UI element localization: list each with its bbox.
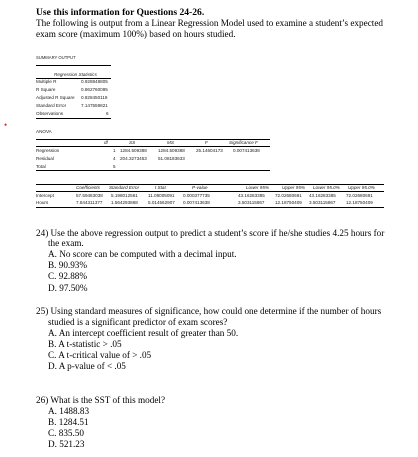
anova-row-label: Regression — [36, 148, 60, 153]
anova-cell: 4 — [113, 156, 116, 161]
coef-cell: 3.503115867 — [238, 200, 265, 205]
answer-option[interactable]: A. 1488.83 — [48, 406, 90, 416]
reg-stat-value: 0.862760095 — [81, 87, 108, 92]
coef-header: Coefficients — [76, 185, 101, 190]
coef-cell: 0.000377735 — [183, 193, 210, 198]
anova-title: ANOVA — [36, 129, 52, 134]
reg-stat-label: Multiple R — [36, 79, 57, 84]
answer-option[interactable]: A. No score can be computed with a decimal input. — [48, 249, 237, 259]
anova-cell: 0.007413638 — [233, 148, 260, 153]
answer-option[interactable]: D. 521.23 — [48, 439, 85, 449]
coef-header: Standard Error — [109, 185, 140, 190]
answer-option[interactable]: C. 835.50 — [48, 428, 84, 438]
answer-option[interactable]: B. 90.93% — [48, 260, 88, 270]
coef-header: Upper 95.0% — [348, 185, 375, 190]
anova-header: SS — [129, 140, 136, 145]
coef-cell: 43.16283385 — [309, 193, 336, 198]
anova-header: MS — [167, 140, 174, 145]
coef-cell: 3.503115867 — [309, 200, 336, 205]
coef-header: Lower 95% — [246, 185, 269, 190]
reg-stat-label: Standard Error — [36, 103, 67, 108]
answer-option[interactable]: A. An intercept coefficient result of greater than 50. — [48, 328, 239, 338]
anova-row-label: Total — [36, 164, 46, 169]
question-text: the exam. — [48, 238, 84, 248]
anova-cell: 1 — [113, 148, 116, 153]
anova-cell: 51.08183633 — [158, 156, 185, 161]
question-text: studied is a significant predictor of exam scores? — [48, 317, 228, 327]
coef-cell: 72.02680691 — [275, 193, 302, 198]
anova-header: Significance F — [229, 140, 258, 145]
anova-cell: 1284.509388 — [158, 148, 185, 153]
coef-cell: 57.59483038 — [76, 193, 103, 198]
coef-cell: 43.16283385 — [238, 193, 265, 198]
coef-cell: 11.08005091 — [148, 193, 175, 198]
coef-cell: 1.564293868 — [111, 200, 138, 205]
reg-stat-label: Adjusted R Square — [36, 95, 75, 100]
question-text: 25) Using standard measures of significance, how could one determine if the number of hours — [36, 306, 382, 316]
reg-stat-value: 0.928848805 — [81, 79, 108, 84]
answer-option[interactable]: C. A t-critical value of > .05 — [48, 350, 152, 360]
coef-cell: 5.014562907 — [148, 200, 175, 205]
anova-cell: 5 — [113, 164, 116, 169]
anova-row-label: Residual — [36, 156, 54, 161]
coef-cell: 0.007413638 — [183, 200, 210, 205]
intro-line-1: The following is output from a Linear Regression Model used to examine a student’s expected — [36, 18, 383, 28]
answer-option[interactable]: B. 1284.51 — [48, 417, 89, 427]
reg-stat-label: R Square — [36, 87, 56, 92]
regression-statistics-title: Regression Statistics — [54, 72, 97, 77]
reg-stat-value: 6 — [106, 111, 109, 116]
heading: Use this information for Questions 24-26. — [36, 7, 205, 18]
coef-row-label: Hours — [36, 200, 49, 205]
answer-option[interactable]: C. 92.88% — [48, 271, 88, 281]
coef-cell: 7.844311377 — [76, 200, 103, 205]
reg-stat-label: Observations — [36, 111, 64, 116]
anova-cell: 204.3273453 — [120, 156, 147, 161]
coef-cell: 12.18750409 — [346, 200, 373, 205]
intro-line-2: exam score (maximum 100%) based on hours studied. — [36, 29, 236, 39]
bullet-marker: • — [4, 120, 8, 130]
coef-cell: 12.18750409 — [275, 200, 302, 205]
coef-header: P-value — [192, 185, 208, 190]
reg-stat-value: 0.828450119 — [81, 95, 108, 100]
anova-header: F — [205, 140, 208, 145]
anova-cell: 1284.509388 — [120, 148, 147, 153]
anova-header: df — [104, 140, 108, 145]
coef-cell: 72.02680691 — [346, 193, 373, 198]
answer-option[interactable]: B. A t-statistic > .05 — [48, 339, 122, 349]
coef-cell: 5.198012561 — [111, 193, 138, 198]
coef-header: Lower 95.0% — [313, 185, 340, 190]
reg-stat-value: 7.147559821 — [81, 103, 108, 108]
summary-output-title: SUMMARY OUTPUT — [36, 55, 76, 60]
anova-cell: 25.14604173 — [196, 148, 223, 153]
answer-option[interactable]: D. A p-value of < .05 — [48, 361, 126, 371]
coef-header: Upper 95% — [282, 185, 305, 190]
question-text: 24) Use the above regression output to predict a student’s score if he/she studies 4.25 hours for — [36, 228, 385, 238]
question-text: 26) What is the SST of this model? — [36, 395, 166, 405]
coef-header: t Stat — [155, 185, 166, 190]
answer-option[interactable]: D. 97.50% — [48, 283, 88, 293]
coef-row-label: Intercept — [36, 193, 54, 198]
